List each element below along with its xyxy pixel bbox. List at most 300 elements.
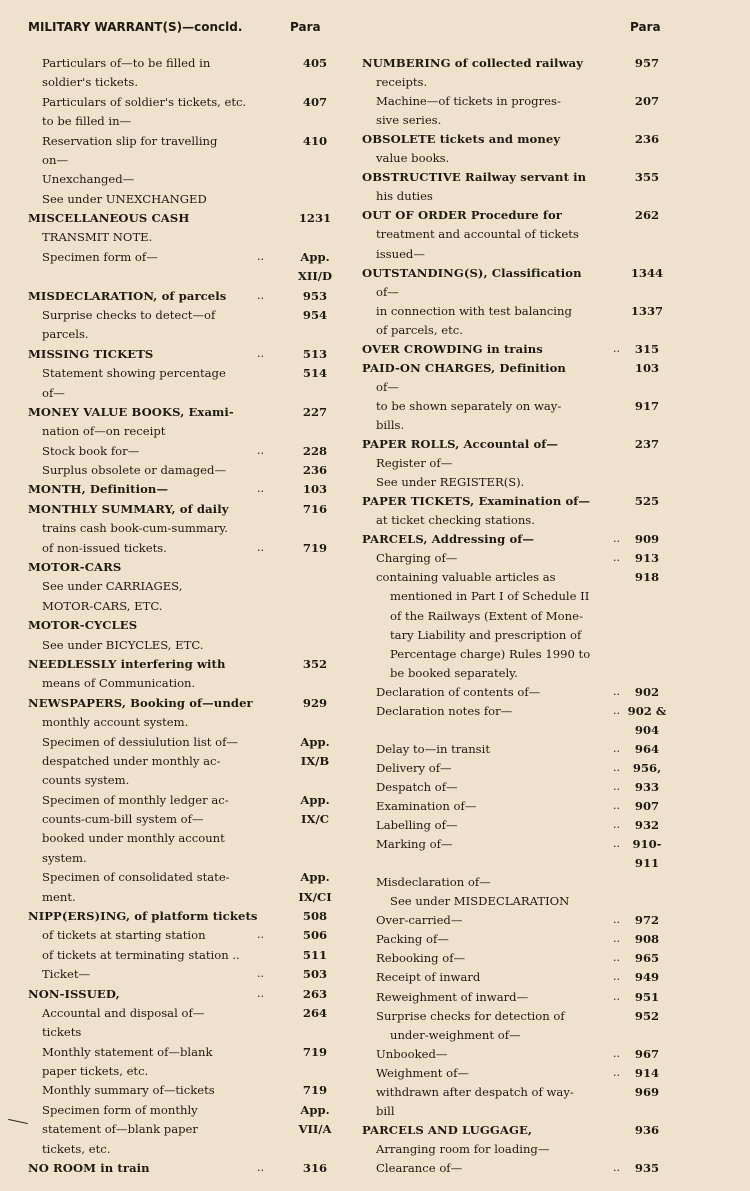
- index-heading-row: [28, 617, 350, 633]
- entry-text: See under CARRIAGES,: [42, 579, 183, 593]
- leader-dots: ..: [257, 1161, 264, 1174]
- para-number: 237: [634, 437, 660, 451]
- entry-text: soldier's tickets.: [42, 75, 139, 89]
- index-heading-row: [362, 55, 732, 71]
- para-number: 909: [634, 532, 660, 546]
- entry-text: Surprise checks for detection of: [376, 1009, 565, 1023]
- index-entry-row: [362, 950, 732, 966]
- para-number: 405: [302, 56, 328, 70]
- para-number: 315: [634, 342, 660, 356]
- heading-text: OBSOLETE tickets and money: [362, 132, 561, 146]
- index-entry-row: [28, 113, 350, 129]
- entry-text: Labelling of—: [376, 818, 458, 832]
- heading-text: NEWSPAPERS, Booking of—under: [28, 696, 253, 710]
- leader-dots: ..: [613, 990, 620, 1003]
- leader-dots: ..: [613, 532, 620, 545]
- entry-text: despatched under monthly ac-: [42, 754, 221, 768]
- para-number: 932: [634, 818, 660, 832]
- leader-dots: ..: [257, 967, 264, 980]
- entry-text: Packing of—: [376, 932, 449, 946]
- leader-dots: ..: [257, 347, 264, 360]
- entry-text: to be shown separately on way-: [376, 399, 562, 413]
- index-heading-row: [362, 341, 732, 357]
- leader-dots: ..: [257, 482, 264, 495]
- entry-text: of the Railways (Extent of Mone-: [390, 609, 583, 623]
- index-entry-row: [362, 969, 732, 985]
- heading-text: MOTOR-CYCLES: [28, 618, 138, 632]
- index-entry-row: [28, 734, 350, 750]
- entry-text: bill: [376, 1104, 395, 1118]
- entry-text: paper tickets, etc.: [42, 1064, 149, 1078]
- index-entry-row: [362, 1027, 732, 1043]
- entry-text: Stock book for—: [42, 444, 140, 458]
- para-number: 352: [302, 657, 328, 671]
- para-number: 935: [634, 1161, 660, 1175]
- index-entry-row: [362, 398, 732, 414]
- index-entry-row: [28, 792, 350, 808]
- para-number: 907: [634, 799, 660, 813]
- para-number: App.: [300, 793, 330, 807]
- index-entry-row: [28, 191, 350, 207]
- heading-text: NON-ISSUED,: [28, 987, 120, 1001]
- para-number: 355: [634, 170, 660, 184]
- para-number: 236: [634, 132, 660, 146]
- para-number: 910-: [632, 837, 662, 851]
- para-number: IX/B: [300, 754, 330, 768]
- para-number: 719: [302, 1083, 328, 1097]
- heading-text: NIPP(ERS)ING, of platform tickets: [28, 909, 258, 923]
- entry-text: his duties: [376, 189, 433, 203]
- index-entry-row: [362, 550, 732, 566]
- index-entry-row: [28, 1024, 350, 1040]
- index-entry-row: [28, 94, 350, 110]
- leader-dots: ..: [613, 742, 620, 755]
- entry-text: withdrawn after despatch of way-: [376, 1085, 574, 1099]
- para-number: 264: [302, 1006, 328, 1020]
- index-entry-row: [362, 379, 732, 395]
- heading-text: NUMBERING of collected railway: [362, 56, 584, 70]
- index-entry-row: [28, 1063, 350, 1079]
- para-number: VII/A: [298, 1122, 332, 1136]
- index-entry-row: [28, 947, 350, 963]
- index-entry-row: [28, 462, 350, 478]
- para-number: 719: [302, 541, 328, 555]
- para-number: 228: [302, 444, 328, 458]
- para-number: 316: [302, 1161, 328, 1175]
- para-number: 913: [634, 551, 660, 565]
- index-entry-row: [28, 637, 350, 653]
- heading-text: MISCELLANEOUS CASH: [28, 211, 190, 225]
- index-entry-row: [362, 1084, 732, 1100]
- leader-dots: ..: [257, 250, 264, 263]
- entry-text: tickets, etc.: [42, 1142, 111, 1156]
- entry-text: trains cash book-cum-summary.: [42, 521, 228, 535]
- para-number: 407: [302, 95, 328, 109]
- para-number: 908: [634, 932, 660, 946]
- index-entry-row: [362, 1103, 732, 1119]
- para-number: 513: [302, 347, 328, 361]
- entry-text: counts system.: [42, 773, 130, 787]
- index-entry-row: [28, 753, 350, 769]
- index-entry-row: [362, 112, 732, 128]
- para-number: 719: [302, 1045, 328, 1059]
- index-entry-row: [28, 811, 350, 827]
- index-entry-row: [28, 1121, 350, 1137]
- index-heading-row: [28, 986, 350, 1002]
- index-entry-row: [362, 931, 732, 947]
- entry-text: of—: [376, 380, 399, 394]
- index-heading-row: [28, 656, 350, 672]
- heading-text: MONEY VALUE BOOKS, Exami-: [28, 405, 234, 419]
- entry-text: of tickets at terminating station ..: [42, 948, 240, 962]
- entry-text: ment.: [42, 890, 76, 904]
- index-heading-row: [362, 207, 732, 223]
- para-number: 262: [634, 208, 660, 222]
- entry-text: mentioned in Part I of Schedule II: [390, 589, 590, 603]
- index-entry-row: [28, 927, 350, 943]
- entry-text: Delay to—in transit: [376, 742, 491, 756]
- index-entry-row: [28, 268, 350, 284]
- index-heading-row: [28, 346, 350, 362]
- index-entry-row: [362, 246, 732, 262]
- entry-text: Receipt of inward: [376, 970, 481, 984]
- entry-text: in connection with test balancing: [376, 304, 572, 318]
- index-entry-row: [362, 417, 732, 433]
- entry-text: Charging of—: [376, 551, 458, 565]
- entry-text: of—: [42, 386, 65, 400]
- entry-text: tary Liability and prescription of: [390, 628, 582, 642]
- entry-text: on—: [42, 153, 69, 167]
- entry-text: of parcels, etc.: [376, 323, 463, 337]
- para-number: 511: [302, 948, 328, 962]
- index-entry-row: [362, 989, 732, 1005]
- entry-text: at ticket checking stations.: [376, 513, 535, 527]
- entry-text: Unexchanged—: [42, 172, 135, 186]
- heading-text: NO ROOM in train: [28, 1161, 150, 1175]
- left-para-label: Para: [290, 20, 321, 34]
- para-number: 1231: [298, 211, 332, 225]
- entry-text: Specimen of consolidated state-: [42, 870, 230, 884]
- para-number: IX/CI: [298, 890, 332, 904]
- leader-dots: ..: [257, 987, 264, 1000]
- para-number: 902: [634, 685, 660, 699]
- index-entry-row: [28, 55, 350, 71]
- entry-text: of tickets at starting station: [42, 928, 206, 942]
- entry-text: Misdeclaration of—: [376, 875, 491, 889]
- entry-text: Declaration notes for—: [376, 704, 513, 718]
- index-heading-row: [28, 481, 350, 497]
- index-entry-row: [28, 1082, 350, 1098]
- para-number: 716: [302, 502, 328, 516]
- para-number: 956,: [632, 761, 662, 775]
- heading-text: PAPER ROLLS, Accountal of—: [362, 437, 559, 451]
- index-entry-row: [362, 703, 732, 719]
- heading-text: NEEDLESSLY interfering with: [28, 657, 226, 671]
- para-number: 957: [634, 56, 660, 70]
- heading-text: PAPER TICKETS, Examination of—: [362, 494, 591, 508]
- heading-text: OBSTRUCTIVE Railway servant in: [362, 170, 587, 184]
- leader-dots: ..: [613, 551, 620, 564]
- index-entry-row: [362, 608, 732, 624]
- heading-text: PAID-ON CHARGES, Definition: [362, 361, 566, 375]
- index-heading-row: [28, 695, 350, 711]
- para-number: 969: [634, 1085, 660, 1099]
- heading-text: PARCELS, Addressing of—: [362, 532, 535, 546]
- para-number: 902 &: [627, 704, 667, 718]
- index-heading-row: [28, 404, 350, 420]
- entry-text: Monthly statement of—blank: [42, 1045, 213, 1059]
- index-heading-row: [362, 436, 732, 452]
- leader-dots: ..: [613, 913, 620, 926]
- para-number: 904: [634, 723, 660, 737]
- para-number: 918: [634, 570, 660, 584]
- leader-dots: ..: [257, 541, 264, 554]
- entry-text: Unbooked—: [376, 1047, 448, 1061]
- entry-text: statement of—blank paper: [42, 1122, 198, 1136]
- index-entry-row: [28, 889, 350, 905]
- leader-dots: ..: [613, 1066, 620, 1079]
- entry-text: tickets: [42, 1025, 82, 1039]
- index-entry-row: [28, 1044, 350, 1060]
- entry-text: parcels.: [42, 327, 89, 341]
- entry-text: booked under monthly account: [42, 831, 225, 845]
- index-entry-row: [362, 455, 732, 471]
- entry-text: See under MISDECLARATION: [390, 894, 570, 908]
- index-entry-row: [28, 133, 350, 149]
- index-entry-row: [28, 1005, 350, 1021]
- index-entry-row: [362, 74, 732, 90]
- para-number: 236: [302, 463, 328, 477]
- entry-text: See under BICYCLES, ETC.: [42, 638, 204, 652]
- para-number: 954: [302, 308, 328, 322]
- leader-dots: ..: [613, 780, 620, 793]
- index-entry-row: [362, 836, 732, 852]
- index-entry-row: [28, 307, 350, 323]
- leader-dots: ..: [613, 761, 620, 774]
- index-heading-row: [28, 1160, 350, 1176]
- entry-text: of non-issued tickets.: [42, 541, 167, 555]
- entry-text: Over-carried—: [376, 913, 463, 927]
- para-number: 936: [634, 1123, 660, 1137]
- leader-dots: ..: [257, 444, 264, 457]
- index-entry-row: [362, 322, 732, 338]
- index-heading-row: [28, 210, 350, 226]
- index-entry-row: [28, 830, 350, 846]
- para-number: 967: [634, 1047, 660, 1061]
- index-entry-row: [362, 817, 732, 833]
- entry-text: Surplus obsolete or damaged—: [42, 463, 227, 477]
- index-entry-row: [362, 684, 732, 700]
- para-number: 965: [634, 951, 660, 965]
- entry-text: Arranging room for loading—: [376, 1142, 550, 1156]
- entry-text: Despatch of—: [376, 780, 458, 794]
- index-entry-row: [362, 665, 732, 681]
- index-entry-row: [362, 779, 732, 795]
- heading-text: MOTOR-CARS: [28, 560, 122, 574]
- index-entry-row: [28, 578, 350, 594]
- index-entry-row: [362, 1065, 732, 1081]
- entry-text: counts-cum-bill system of—: [42, 812, 204, 826]
- para-number: 972: [634, 913, 660, 927]
- para-number: 951: [634, 990, 660, 1004]
- entry-text: Specimen form of monthly: [42, 1103, 198, 1117]
- entry-text: Reservation slip for travelling: [42, 134, 218, 148]
- index-entry-row: [28, 385, 350, 401]
- index-entry-row: [362, 741, 732, 757]
- index-entry-row: [28, 152, 350, 168]
- index-entry-row: [28, 540, 350, 556]
- entry-text: Monthly summary of—tickets: [42, 1083, 215, 1097]
- index-entry-row: [362, 150, 732, 166]
- entry-text: means of Communication.: [42, 676, 196, 690]
- entry-text: Ticket—: [42, 967, 91, 981]
- entry-text: See under UNEXCHANGED: [42, 192, 207, 206]
- heading-text: MISSING TICKETS: [28, 347, 154, 361]
- index-entry-row: [28, 171, 350, 187]
- index-entry-row: [362, 874, 732, 890]
- para-number: 1344: [630, 266, 664, 280]
- para-number: 953: [302, 289, 328, 303]
- leader-dots: ..: [613, 704, 620, 717]
- para-number: App.: [300, 250, 330, 264]
- para-number: 911: [634, 856, 660, 870]
- index-entry-row: [362, 303, 732, 319]
- para-number: 914: [634, 1066, 660, 1080]
- entry-text: Particulars of—to be filled in: [42, 56, 211, 70]
- heading-text: OUT OF ORDER Procedure for: [362, 208, 563, 222]
- index-entry-row: [28, 598, 350, 614]
- index-entry-row: [28, 443, 350, 459]
- entry-text: sive series.: [376, 113, 442, 127]
- para-number: 103: [302, 482, 328, 496]
- leader-dots: ..: [257, 928, 264, 941]
- para-number: 410: [302, 134, 328, 148]
- heading-text: OUTSTANDING(S), Classification: [362, 266, 582, 280]
- index-entry-row: [362, 855, 732, 871]
- para-number: 917: [634, 399, 660, 413]
- leader-dots: ..: [613, 932, 620, 945]
- entry-text: under-weighment of—: [390, 1028, 521, 1042]
- para-number: 964: [634, 742, 660, 756]
- index-entry-row: [28, 850, 350, 866]
- index-entry-row: [28, 423, 350, 439]
- index-entry-row: [28, 675, 350, 691]
- index-entry-row: [362, 474, 732, 490]
- index-entry-row: [28, 1141, 350, 1157]
- entry-text: Marking of—: [376, 837, 453, 851]
- entry-text: Specimen of monthly ledger ac-: [42, 793, 229, 807]
- entry-text: system.: [42, 851, 87, 865]
- index-entry-row: [362, 646, 732, 662]
- para-number: App.: [300, 1103, 330, 1117]
- index-entry-row: [362, 93, 732, 109]
- entry-text: Clearance of—: [376, 1161, 463, 1175]
- para-number: App.: [300, 870, 330, 884]
- index-entry-row: [28, 365, 350, 381]
- index-entry-row: [362, 722, 732, 738]
- para-number: 103: [634, 361, 660, 375]
- index-heading-row: [362, 265, 732, 281]
- entry-text: Statement showing percentage: [42, 366, 226, 380]
- index-entry-row: [28, 714, 350, 730]
- leader-dots: ..: [613, 837, 620, 850]
- para-number: 508: [302, 909, 328, 923]
- entry-text: Examination of—: [376, 799, 477, 813]
- index-entry-row: [362, 284, 732, 300]
- para-number: 933: [634, 780, 660, 794]
- heading-text: MISDECLARATION, of parcels: [28, 289, 227, 303]
- index-heading-row: [362, 493, 732, 509]
- para-number: 1337: [630, 304, 664, 318]
- leader-dots: ..: [613, 1161, 620, 1174]
- index-heading-row: [28, 908, 350, 924]
- entry-text: Percentage charge) Rules 1990 to: [390, 647, 591, 661]
- entry-text: Particulars of soldier's tickets, etc.: [42, 95, 247, 109]
- index-entry-row: [362, 1160, 732, 1176]
- entry-text: Weighment of—: [376, 1066, 469, 1080]
- para-number: XII/D: [297, 269, 333, 283]
- heading-text: MONTH, Definition—: [28, 482, 169, 496]
- index-entry-row: [362, 1046, 732, 1062]
- index-entry-row: [28, 74, 350, 90]
- leader-dots: ..: [613, 342, 620, 355]
- index-heading-row: [362, 169, 732, 185]
- para-number: 503: [302, 967, 328, 981]
- para-number: 952: [634, 1009, 660, 1023]
- index-entry-row: [28, 869, 350, 885]
- entry-text: of—: [376, 285, 399, 299]
- leader-dots: ..: [613, 951, 620, 964]
- index-heading-row: [362, 360, 732, 376]
- margin-pen-mark: [8, 1119, 28, 1124]
- entry-text: to be filled in—: [42, 114, 132, 128]
- para-number: IX/C: [301, 812, 329, 826]
- entry-text: monthly account system.: [42, 715, 189, 729]
- index-heading-row: [28, 501, 350, 517]
- leader-dots: ..: [257, 289, 264, 302]
- continued-heading: MILITARY WARRANT(S)—concld.: [28, 20, 243, 34]
- para-number: 227: [302, 405, 328, 419]
- leader-dots: ..: [613, 685, 620, 698]
- para-number: App.: [300, 735, 330, 749]
- entry-text: value books.: [376, 151, 450, 165]
- index-entry-row: [28, 1102, 350, 1118]
- index-entry-row: [362, 798, 732, 814]
- entry-text: MOTOR-CARS, ETC.: [42, 599, 163, 613]
- index-entry-row: [362, 226, 732, 242]
- entry-text: be booked separately.: [390, 666, 518, 680]
- entry-text: issued—: [376, 247, 425, 261]
- entry-text: Reweighment of inward—: [376, 990, 529, 1004]
- index-heading-row: [28, 288, 350, 304]
- para-number: 514: [302, 366, 328, 380]
- leader-dots: ..: [613, 970, 620, 983]
- heading-text: PARCELS AND LUGGAGE,: [362, 1123, 533, 1137]
- entry-text: Delivery of—: [376, 761, 452, 775]
- entry-text: Surprise checks to detect—of: [42, 308, 216, 322]
- para-number: 929: [302, 696, 328, 710]
- index-entry-row: [362, 588, 732, 604]
- index-entry-row: [28, 229, 350, 245]
- entry-text: TRANSMIT NOTE.: [42, 230, 153, 244]
- entry-text: See under REGISTER(S).: [376, 475, 525, 489]
- entry-text: Rebooking of—: [376, 951, 466, 965]
- entry-text: Accountal and disposal of—: [42, 1006, 205, 1020]
- index-entry-row: [362, 1008, 732, 1024]
- entry-text: Specimen of dessiulution list of—: [42, 735, 238, 749]
- index-heading-row: [362, 131, 732, 147]
- entry-text: containing valuable articles as: [376, 570, 556, 584]
